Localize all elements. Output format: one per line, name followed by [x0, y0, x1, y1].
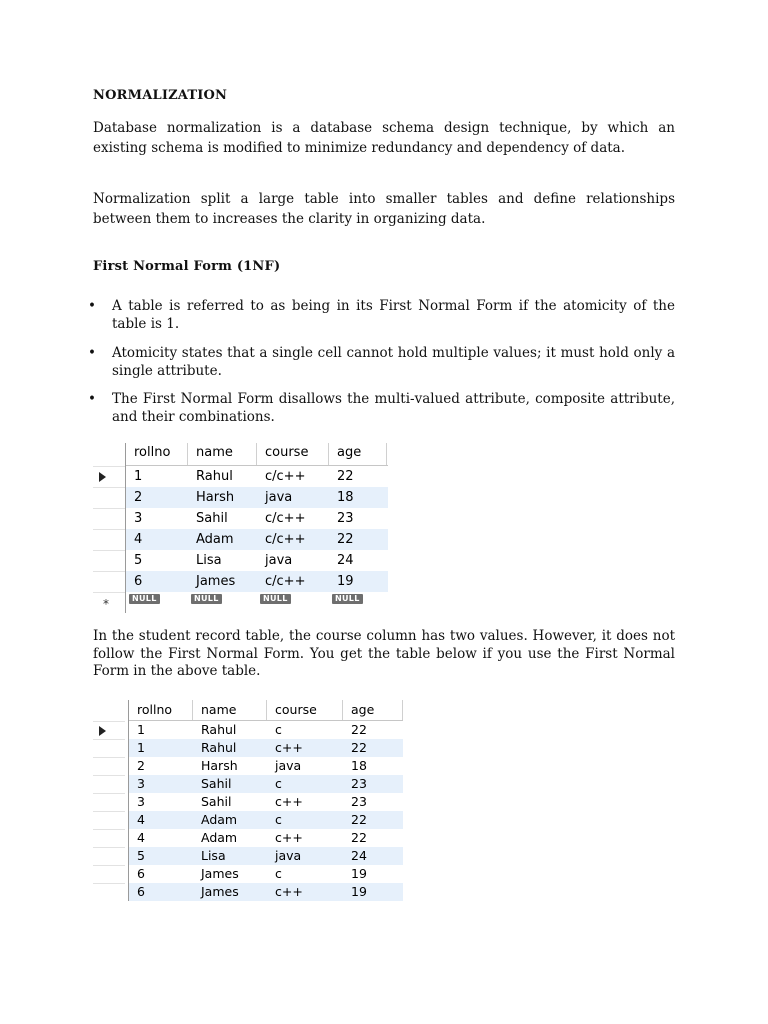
cell-age[interactable]: 23: [351, 776, 367, 791]
bullet-item: [88, 298, 678, 333]
cell-rollno[interactable]: 6: [137, 884, 145, 899]
cell-rollno[interactable]: 4: [137, 812, 145, 827]
row-selector[interactable]: [93, 775, 125, 793]
cell-rollno[interactable]: 3: [137, 776, 145, 791]
cell-rollno[interactable]: 1: [134, 469, 143, 484]
table-row[interactable]: [93, 847, 405, 865]
bullet-text: The First Normal Form disallows the multi-valued attribute, composite attribute, and their combinations.: [112, 391, 675, 425]
cell-name[interactable]: James: [196, 574, 236, 589]
cell-name[interactable]: Sahil: [196, 511, 228, 526]
cell-course[interactable]: c++: [275, 740, 303, 755]
table-row[interactable]: [93, 775, 405, 793]
null-badge-rollno: NULL: [129, 594, 160, 604]
cell-rollno[interactable]: 2: [137, 758, 145, 773]
cell-name[interactable]: Adam: [196, 532, 234, 547]
cell-name[interactable]: Adam: [201, 830, 238, 845]
row-selector[interactable]: [93, 847, 125, 865]
cell-course[interactable]: c: [275, 776, 282, 791]
cell-rollno[interactable]: 6: [137, 866, 145, 881]
cell-name[interactable]: Adam: [201, 812, 238, 827]
cell-name[interactable]: Sahil: [201, 776, 232, 791]
cell-name[interactable]: Rahul: [196, 469, 233, 484]
column-header-course[interactable]: course: [267, 700, 343, 720]
cell-course[interactable]: c/c++: [265, 574, 306, 589]
row-selector[interactable]: [93, 487, 125, 508]
cell-name[interactable]: Harsh: [201, 758, 238, 773]
cell-age[interactable]: 22: [351, 740, 367, 755]
table-row[interactable]: [93, 811, 405, 829]
row-selector[interactable]: [93, 550, 125, 571]
row-selector[interactable]: [93, 757, 125, 775]
cell-name[interactable]: Sahil: [201, 794, 232, 809]
cell-course[interactable]: java: [275, 848, 302, 863]
row-selector[interactable]: [93, 739, 125, 757]
cell-age[interactable]: 23: [337, 511, 354, 526]
table-row[interactable]: [93, 487, 389, 508]
cell-name[interactable]: James: [201, 884, 239, 899]
table-row[interactable]: [93, 571, 389, 592]
intro-paragraph-2: Normalization split a large table into smaller tables and define relationships between them to increases the clarity in organizing data.: [93, 191, 675, 227]
cell-course[interactable]: c/c++: [265, 469, 306, 484]
current-row-arrow-icon: [99, 472, 106, 482]
cell-course[interactable]: c/c++: [265, 532, 306, 547]
table-row[interactable]: [93, 466, 389, 487]
cell-name[interactable]: Harsh: [196, 490, 235, 505]
table-row[interactable]: [93, 883, 405, 901]
cell-age[interactable]: 24: [351, 848, 367, 863]
student-table-original: [93, 443, 389, 613]
bullet-item: [88, 345, 678, 380]
cell-age[interactable]: 19: [351, 884, 367, 899]
cell-rollno[interactable]: 2: [134, 490, 143, 505]
column-header-name[interactable]: name: [188, 443, 257, 465]
row-selector[interactable]: [93, 829, 125, 847]
intro-paragraph-1: Database normalization is a database schema design technique, by which an existing schema is modified to minimize redundancy and dependency of data.: [93, 120, 675, 156]
table-row[interactable]: [93, 829, 405, 847]
row-selector[interactable]: [93, 793, 125, 811]
null-badge-name: NULL: [191, 594, 222, 604]
null-badge-course: NULL: [260, 594, 291, 604]
cell-course[interactable]: c/c++: [265, 511, 306, 526]
cell-rollno[interactable]: 6: [134, 574, 143, 589]
cell-age[interactable]: 22: [337, 532, 354, 547]
cell-age[interactable]: 18: [337, 490, 354, 505]
cell-age[interactable]: 18: [351, 758, 367, 773]
row-selector[interactable]: [93, 466, 125, 487]
null-badge-age: NULL: [332, 594, 363, 604]
row-selector[interactable]: [93, 721, 125, 739]
cell-course[interactable]: c: [275, 722, 282, 737]
bullet-text: Atomicity states that a single cell cannot hold multiple values; it must hold only a single attribute.: [112, 345, 675, 379]
row-selector[interactable]: [93, 811, 125, 829]
cell-age[interactable]: 22: [337, 469, 354, 484]
middle-paragraph: In the student record table, the course column has two values. However, it does not follow the First Normal Form. You get the table below if you use the First Normal Form in the above table.: [93, 628, 675, 679]
column-header-course[interactable]: course: [257, 443, 329, 465]
table-row[interactable]: [93, 865, 405, 883]
cell-course[interactable]: java: [265, 490, 293, 505]
cell-rollno[interactable]: 1: [137, 740, 145, 755]
cell-name[interactable]: Rahul: [201, 722, 237, 737]
row-selector[interactable]: [93, 571, 125, 592]
document-title: NORMALIZATION: [93, 88, 228, 103]
table-row[interactable]: [93, 739, 405, 757]
cell-rollno[interactable]: 4: [134, 532, 143, 547]
table-row[interactable]: [93, 550, 389, 571]
cell-rollno[interactable]: 1: [137, 722, 145, 737]
cell-rollno[interactable]: 5: [134, 553, 143, 568]
new-row-marker: *: [103, 597, 109, 611]
cell-rollno[interactable]: 3: [137, 794, 145, 809]
student-table-1nf: [93, 700, 405, 901]
row-selector[interactable]: [93, 592, 125, 613]
table-new-row[interactable]: [93, 592, 389, 613]
cell-age[interactable]: 22: [351, 812, 367, 827]
row-selector[interactable]: [93, 529, 125, 550]
bullet-item: [88, 391, 678, 426]
column-header-name[interactable]: name: [193, 700, 267, 720]
table-row[interactable]: [93, 757, 405, 775]
section-heading-1nf: First Normal Form (1NF): [93, 259, 281, 274]
table-row[interactable]: [93, 721, 405, 739]
row-selector[interactable]: [93, 865, 125, 883]
cell-age[interactable]: 24: [337, 553, 354, 568]
cell-age[interactable]: 22: [351, 830, 367, 845]
cell-age[interactable]: 19: [351, 866, 367, 881]
cell-age[interactable]: 22: [351, 722, 367, 737]
bullet-glyph: •: [88, 298, 96, 314]
table-row[interactable]: [93, 508, 389, 529]
column-header-age[interactable]: age: [329, 443, 387, 465]
bullet-glyph: •: [88, 345, 96, 361]
cell-course[interactable]: c: [275, 866, 282, 881]
table-row[interactable]: [93, 793, 405, 811]
cell-rollno[interactable]: 3: [134, 511, 143, 526]
row-selector[interactable]: [93, 508, 125, 529]
cell-rollno[interactable]: 5: [137, 848, 145, 863]
cell-course[interactable]: c++: [275, 830, 303, 845]
bullet-glyph: •: [88, 391, 96, 407]
cell-course[interactable]: c: [275, 812, 282, 827]
cell-course[interactable]: java: [275, 758, 302, 773]
cell-rollno[interactable]: 4: [137, 830, 145, 845]
cell-name[interactable]: Rahul: [201, 740, 237, 755]
cell-name[interactable]: Lisa: [196, 553, 222, 568]
table-row[interactable]: [93, 529, 389, 550]
column-header-rollno[interactable]: rollno: [129, 700, 193, 720]
cell-name[interactable]: Lisa: [201, 848, 226, 863]
column-header-rollno[interactable]: rollno: [126, 443, 188, 465]
cell-name[interactable]: James: [201, 866, 239, 881]
cell-course[interactable]: c++: [275, 884, 303, 899]
cell-course[interactable]: c++: [275, 794, 303, 809]
bullet-text: A table is referred to as being in its First Normal Form if the atomicity of the table is 1.: [112, 298, 675, 332]
cell-course[interactable]: java: [265, 553, 293, 568]
cell-age[interactable]: 23: [351, 794, 367, 809]
cell-age[interactable]: 19: [337, 574, 354, 589]
column-header-age[interactable]: age: [343, 700, 403, 720]
row-selector[interactable]: [93, 883, 125, 901]
current-row-arrow-icon: [99, 726, 106, 736]
